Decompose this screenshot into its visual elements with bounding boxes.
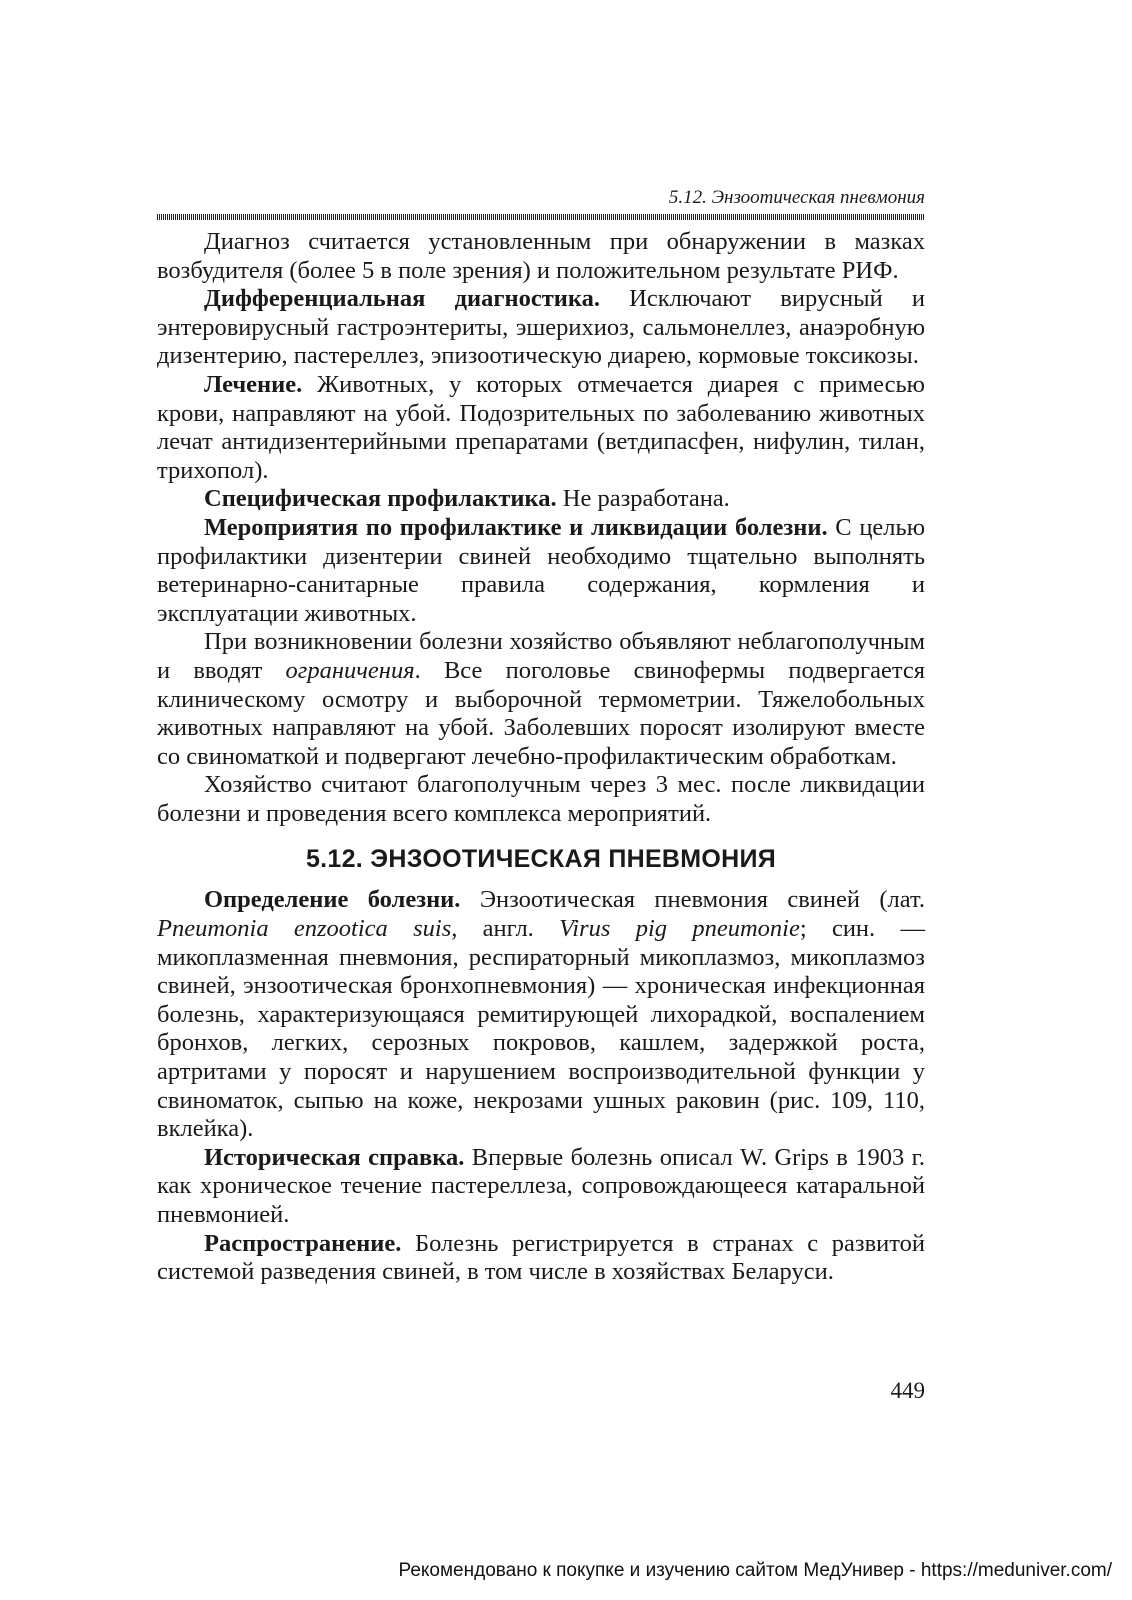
paragraph-distribution (157, 1230, 925, 1287)
term-definition: Определение болезни. (204, 886, 461, 914)
term-distribution: Распространение. (204, 1229, 402, 1257)
text-specific-prophylaxis: Не разработана. (556, 485, 730, 513)
page-number: 449 (890, 1378, 925, 1403)
text-history: Впервые болезнь описал W. Grips в 1903 г. как хроническое течение пастереллеза, сопровождающееся катаральной пневмонией. (157, 1143, 926, 1228)
paragraph-definition (157, 886, 925, 1143)
term-differential: Дифференциальная диагностика. (204, 285, 600, 313)
text-differential: Исключают вирусный и энтеровирусный гастроэнтериты, эшерихиоз, сальмонеллез, анаэробную дизентерию, пастереллез, эпизоотическую диарею, кормовые токсикозы. (157, 285, 925, 370)
text-definition-a: Энзоотическая пневмония свиней (лат. (460, 886, 925, 914)
running-head: 5.12. Энзоотическая пневмония (668, 187, 925, 208)
term-history: Историческая справка. (204, 1143, 465, 1171)
term-measures: Мероприятия по профилактике и ликвидации болезни. (204, 513, 828, 541)
text-measures: С целью профилактики дизентерии свиней необходимо тщательно выполнять ветеринарно-санитарные правила содержания, кормления и эксплуатации животных. (157, 513, 926, 627)
paragraph-restrictions (157, 628, 925, 771)
footer-watermark: Рекомендовано к покупке и изучению сайтом МедУнивер - https://meduniver.com/ (398, 1560, 1112, 1581)
paragraph-diagnosis: Диагноз считается установленным при обнаружении в мазках возбудителя (более 5 в поле зрения) и положительном результате РИФ. (157, 228, 925, 284)
paragraph-recovery: Хозяйство считают благополучным через 3 мес. после ликвидации болезни и проведения всего комплекса мероприятий. (157, 771, 925, 827)
paragraph-specific-prophylaxis (157, 485, 925, 514)
header-rule (157, 214, 925, 220)
paragraph-differential (157, 285, 925, 371)
text-definition-c: ; син. — микоплазменная пневмония, респираторный микоплазмоз, микоплазмоз свиней, энзоотическая бронхопневмония) — хроническая инфекционная болезнь, характеризующаяся ремитирующей лихорадкой, воспалением бронхов, легких, серозных покровов, кашлем, задержкой роста, артритами у поросят и нарушением воспроизводительной функции у свиноматок, сыпью на коже, некрозами ушных раковин (рис. 109, 110, вклейка). (157, 915, 925, 1143)
term-restrictions: ограничения (285, 656, 415, 684)
paragraph-measures (157, 514, 925, 628)
page-body (157, 228, 925, 1287)
text-restrictions-a: При возникновении болезни хозяйство объявляют неблагополучным и вводят (157, 628, 925, 684)
text-treatment: Животных, у которых отмечается диарея с примесью крови, направляют на убой. Подозрительных по заболеванию животных лечат антидизентерийными препаратами (ветдипасфен, нифулин, тилан, трихопол). (157, 370, 925, 484)
paragraph-treatment (157, 371, 925, 485)
text-restrictions-b: . Все поголовье свинофермы подвергается клиническому осмотру и выборочной термометрии. Тяжелобольных животных направляют на убой. Заболевших поросят изолируют вместе со свиноматкой и подвергают лечебно-профилактическим обработкам. (157, 656, 925, 770)
section-title: 5.12. ЭНЗООТИЧЕСКАЯ ПНЕВМОНИЯ (305, 845, 777, 874)
latin-name: Pneumonia enzootica suis (157, 915, 452, 943)
paragraph-history (157, 1144, 925, 1230)
term-specific-prophylaxis: Специфическая профилактика. (204, 485, 557, 513)
term-treatment: Лечение. (204, 370, 303, 398)
text-distribution: Болезнь регистрируется в странах с развитой системой разведения свиней, в том числе в хозяйствах Беларуси. (157, 1229, 925, 1286)
text-definition-b: , англ. (451, 915, 560, 943)
english-name: Virus pig pneumonie (559, 915, 800, 943)
